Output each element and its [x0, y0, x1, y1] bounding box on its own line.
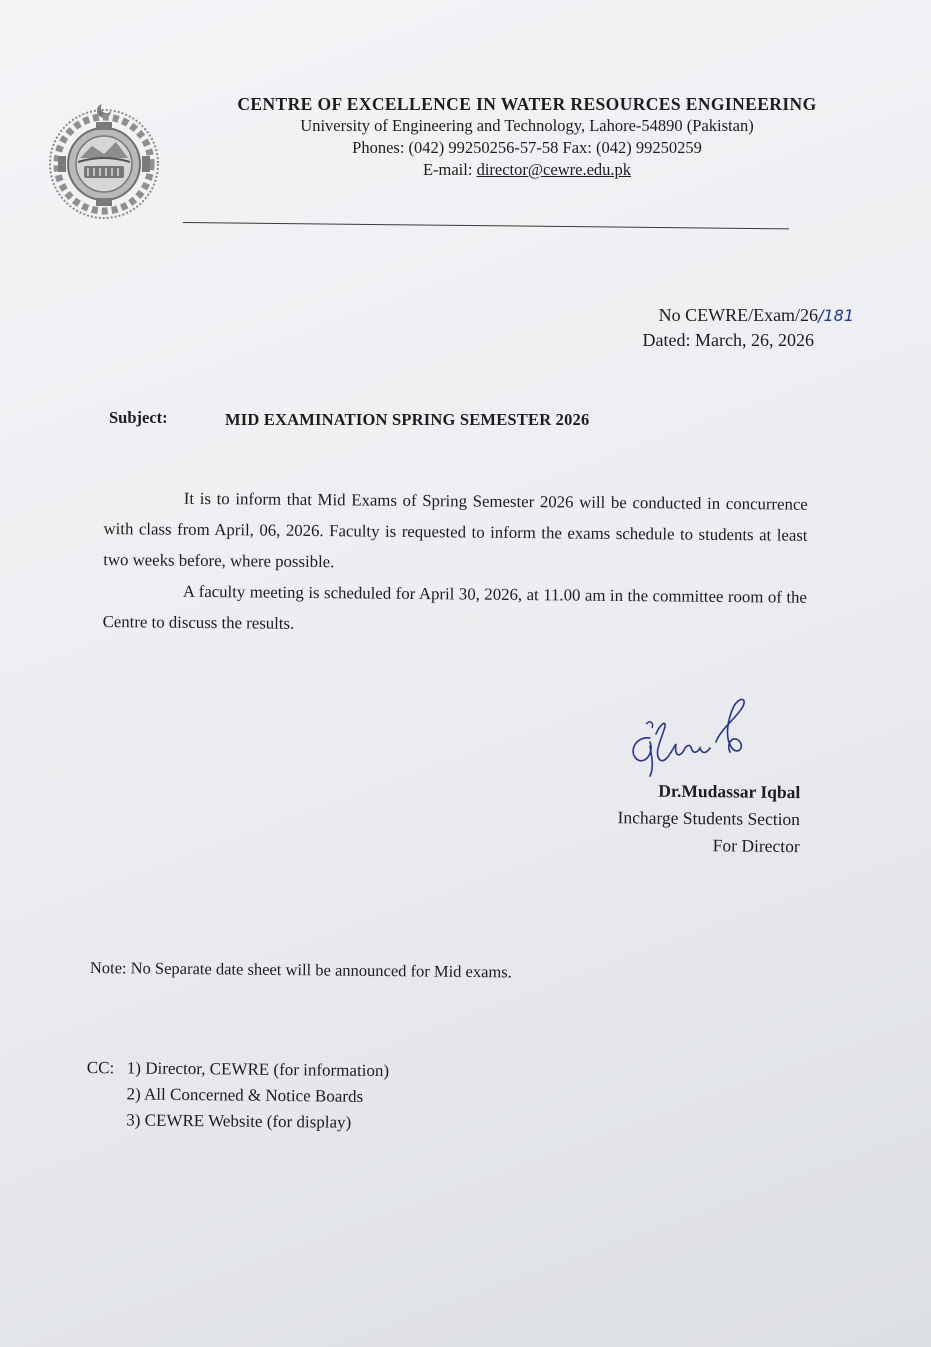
body-paragraph-2: A faculty meeting is scheduled for April 30, 2026, at 11.00 am in the committee room of the Centre to discuss the results. — [102, 581, 808, 633]
cc-item: 3) CEWRE Website (for display) — [126, 1110, 352, 1132]
handwritten-signature — [620, 694, 770, 780]
contact-phones: Phones: (042) 99250256-57-58 Fax: (042) 99250259 — [352, 138, 702, 157]
university-emblem-gear-icon — [44, 98, 166, 224]
cc-list — [86, 1055, 389, 1136]
university-address: University of Engineering and Technology, Lahore-54890 (Pakistan) — [300, 116, 754, 135]
cc-label: CC: — [86, 1057, 115, 1078]
letterhead — [180, 94, 830, 181]
signatory-block — [580, 777, 801, 860]
reference-number-handwritten: /181 — [818, 306, 854, 325]
letter-date: Dated: March, 26, 2026 — [642, 330, 814, 350]
subject-label: Subject: — [109, 408, 168, 427]
letter-body — [103, 482, 808, 644]
cc-item: 1) Director, CEWRE (for information) — [126, 1058, 390, 1081]
cc-item: 2) All Concerned & Notice Boards — [126, 1084, 364, 1106]
body-paragraph-1: It is to inform that Mid Exams of Spring Semester 2026 will be conducted in concurrence with class from April, 06, 2026. Faculty is requested to inform the exams schedule to students at least two weeks before, where possible. — [103, 488, 808, 572]
signatory-name: Dr.Mudassar Iqbal — [658, 780, 801, 803]
email-address: director@cewre.edu.pk — [476, 160, 632, 179]
letterhead-divider — [183, 222, 789, 229]
note-line: Note: No Separate date sheet will be announced for Mid exams. — [89, 958, 512, 982]
cc-row-1 — [87, 1055, 390, 1084]
reference-block — [600, 303, 870, 353]
signatory-title: Incharge Students Section — [617, 807, 801, 830]
reference-number — [584, 303, 854, 328]
institution-name: CENTRE OF EXCELLENCE IN WATER RESOURCES ENGINEERING — [237, 94, 817, 114]
contact-email-line — [224, 159, 830, 181]
reference-number-printed: No CEWRE/Exam/26 — [658, 305, 819, 325]
subject-text: MID EXAMINATION SPRING SEMESTER 2026 — [225, 410, 590, 429]
signatory-on-behalf: For Director — [712, 835, 800, 857]
email-prefix: E-mail: — [422, 160, 477, 179]
